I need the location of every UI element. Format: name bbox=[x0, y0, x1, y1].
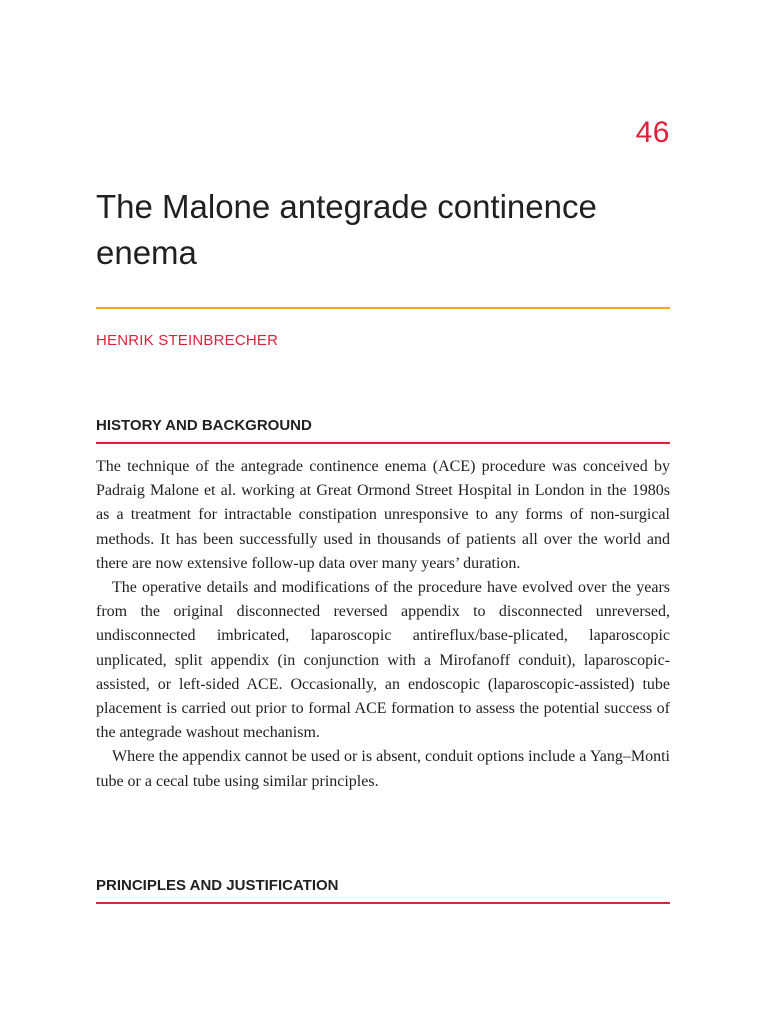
section-heading-principles: PRINCIPLES AND JUSTIFICATION bbox=[96, 876, 670, 904]
chapter-number: 46 bbox=[635, 116, 670, 149]
book-page bbox=[96, 0, 670, 1024]
title-divider bbox=[96, 307, 670, 309]
paragraph: The technique of the antegrade continence enema (ACE) procedure was conceived by Padraig Malone et al. working at Great Ormond Street Hospital in London in the 1980s as a treatment for intractable constipation unresponsive to any forms of non-surgical methods. It has been successfully used in thousands of patients all over the world and there are now extensive follow-up data over many years’ duration. bbox=[96, 458, 670, 572]
section-heading-history: HISTORY AND BACKGROUND bbox=[96, 416, 670, 444]
chapter-author: HENRIK STEINBRECHER bbox=[96, 332, 279, 349]
chapter-title: The Malone antegrade continence enema bbox=[96, 188, 597, 271]
section-body-history bbox=[96, 455, 670, 794]
paragraph: The operative details and modifications of the procedure have evolved over the years from the original disconnected reversed appendix to disconnected unreversed, undisconnected imbricated, laparoscopic antireflux/base-plicated, laparoscopic unplicated, split appendix (in conjunction with a Mirofanoff conduit), laparoscopic-assisted, or left-sided ACE. Occasionally, an endoscopic (laparoscopic-assisted) tube placement is carried out prior to formal ACE formation to assess the potential success of the antegrade washout mechanism. bbox=[96, 579, 670, 742]
paragraph: Where the appendix cannot be used or is absent, conduit options include a Yang–Monti tube or a cecal tube using similar principles. bbox=[96, 748, 670, 790]
